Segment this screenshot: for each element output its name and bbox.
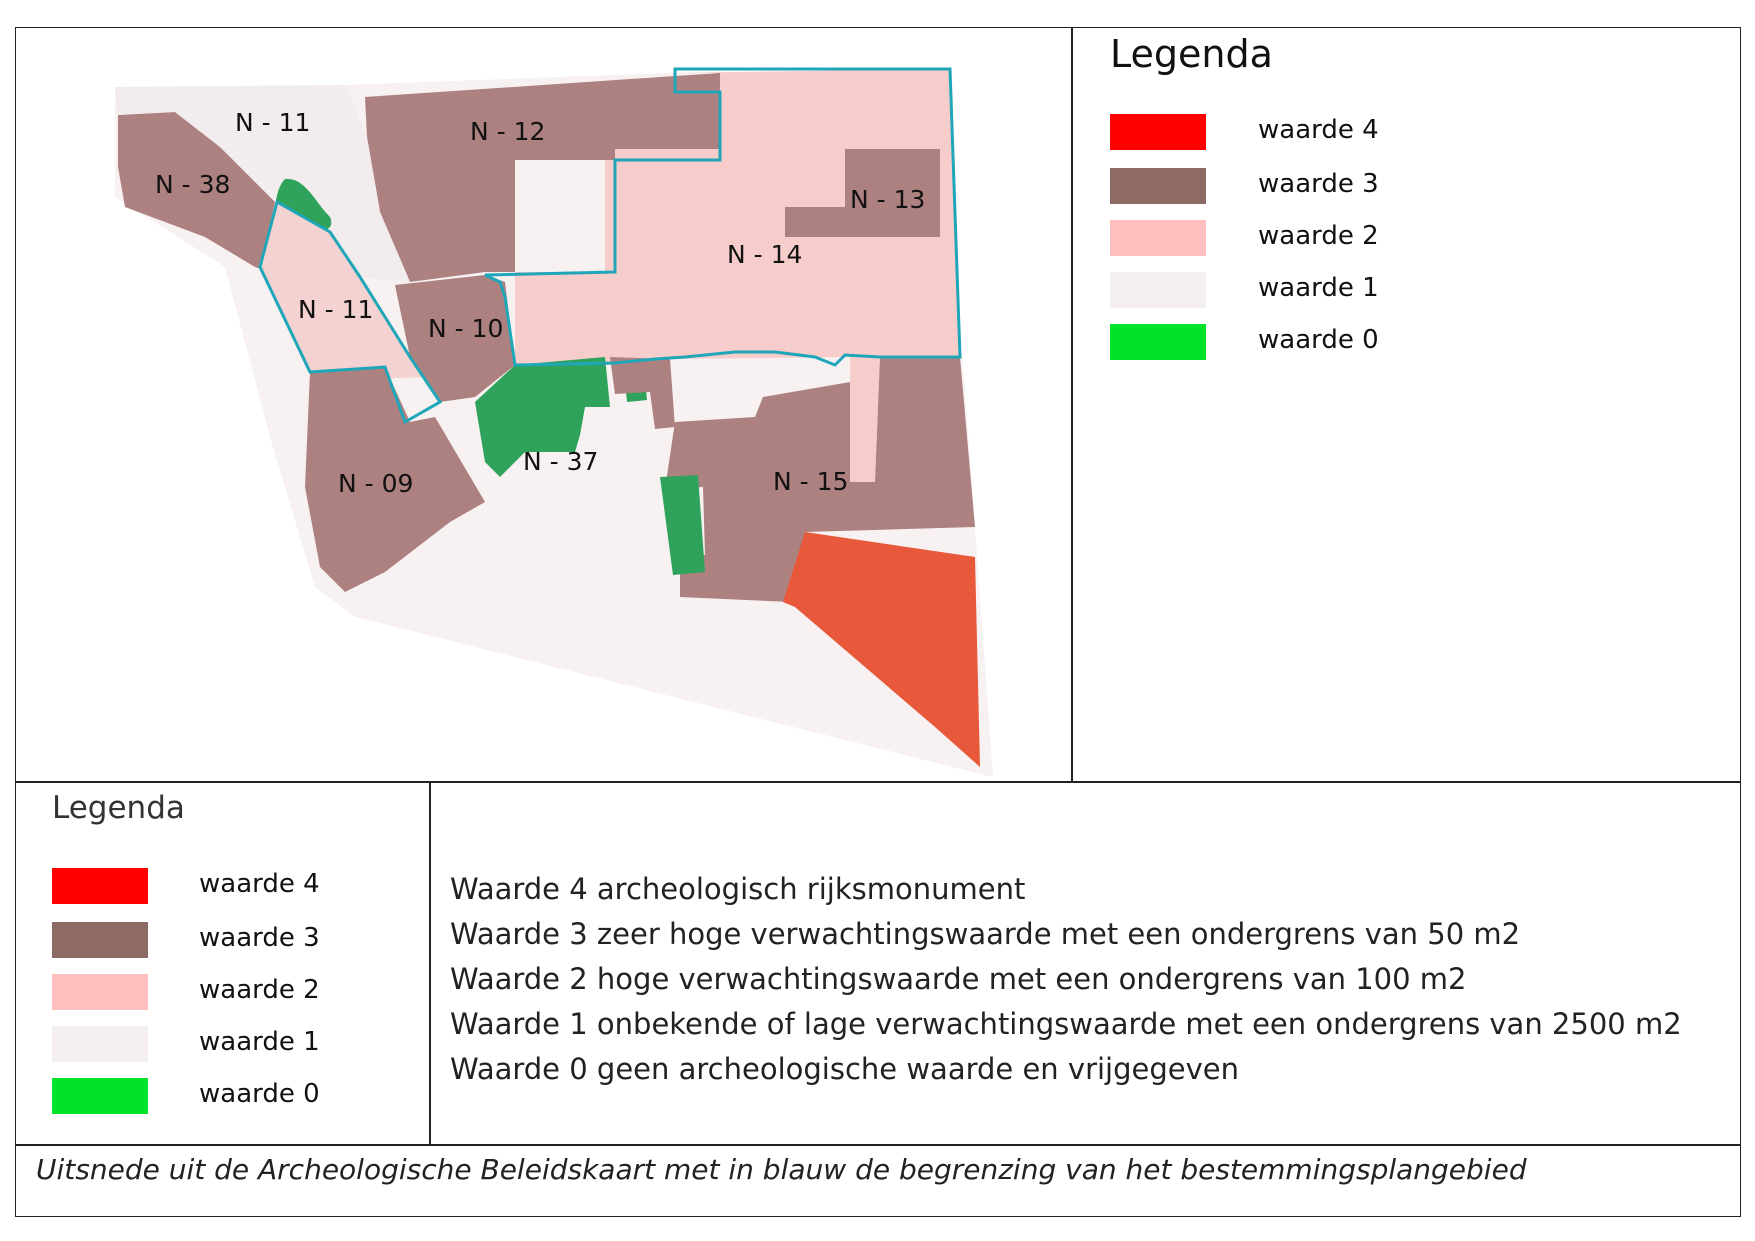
zone-label-n15: N - 15: [773, 467, 849, 496]
legend-label: waarde 3: [199, 923, 320, 953]
legend-label: waarde 1: [1258, 273, 1379, 303]
description-waarde4: Waarde 4 archeologisch rijksmonument: [450, 872, 1026, 906]
legend-swatch-waarde2: [1110, 220, 1206, 256]
zone-label-n09: N - 09: [338, 469, 414, 498]
legend-label: waarde 4: [199, 869, 320, 899]
legend-label: waarde 2: [199, 975, 320, 1005]
legend-desc-divider: [429, 781, 431, 1145]
legend-label: waarde 1: [199, 1027, 320, 1057]
legend-swatch-waarde1: [52, 1026, 148, 1062]
legend-label: waarde 4: [1258, 115, 1379, 145]
zone-label-n37: N - 37: [523, 447, 599, 476]
legend-swatch-waarde0: [52, 1078, 148, 1114]
map-legend-divider: [1071, 27, 1073, 781]
legend-swatch-waarde3: [1110, 168, 1206, 204]
archaeological-map: [15, 27, 1015, 781]
description-waarde2: Waarde 2 hoge verwachtingswaarde met een ondergrens van 100 m2: [450, 962, 1467, 996]
legend-label: waarde 0: [1258, 325, 1379, 355]
legend-swatch-waarde1: [1110, 272, 1206, 308]
zone-label-n11-top: N - 11: [235, 108, 311, 137]
legend-swatch-waarde4: [1110, 114, 1206, 150]
legend-swatch-waarde3: [52, 922, 148, 958]
legend-swatch-waarde2: [52, 974, 148, 1010]
zone-label-n38: N - 38: [155, 170, 231, 199]
map-bottom-divider: [15, 781, 1741, 783]
legend-top-title: Legenda: [1110, 32, 1273, 76]
description-waarde1: Waarde 1 onbekende of lage verwachtingswaarde met een ondergrens van 2500 m2: [450, 1007, 1682, 1041]
zone-label-n10: N - 10: [428, 314, 504, 343]
legend-bottom-title: Legenda: [52, 790, 185, 826]
legend-swatch-waarde0: [1110, 324, 1206, 360]
zone-label-n11-lower: N - 11: [298, 295, 374, 324]
figure-caption: Uitsnede uit de Archeologische Beleidskaart met in blauw de begrenzing van het bestemmingsplangebied: [36, 1153, 1527, 1186]
zone-label-n13: N - 13: [850, 185, 926, 214]
legend-label: waarde 2: [1258, 221, 1379, 251]
caption-divider: [15, 1144, 1741, 1146]
legend-label: waarde 3: [1258, 169, 1379, 199]
description-waarde3: Waarde 3 zeer hoge verwachtingswaarde met een ondergrens van 50 m2: [450, 917, 1521, 951]
zone-label-n14: N - 14: [727, 240, 803, 269]
legend-label: waarde 0: [199, 1079, 320, 1109]
description-waarde0: Waarde 0 geen archeologische waarde en vrijgegeven: [450, 1052, 1239, 1086]
zone-label-n12: N - 12: [470, 117, 546, 146]
legend-swatch-waarde4: [52, 868, 148, 904]
